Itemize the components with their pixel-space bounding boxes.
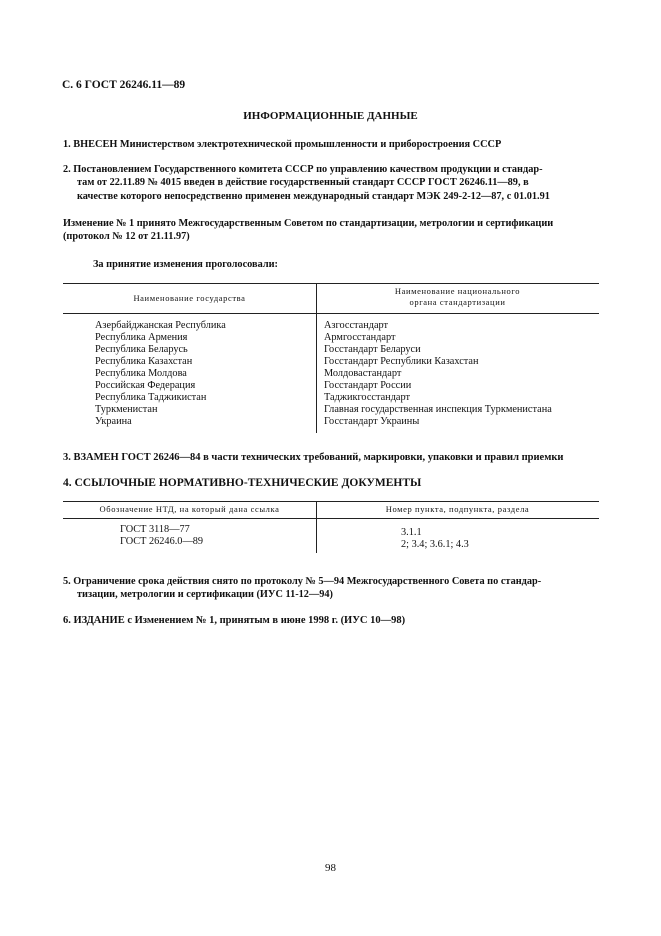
page-header: С. 6 ГОСТ 26246.11—89 — [62, 79, 186, 91]
ref-table-header-clause: Номер пункта, подпункта, раздела — [385, 504, 530, 514]
table-cell-state: Азербайджанская Республика — [95, 320, 226, 331]
ref-table-header-doc: Обозначение НТД, на который дана ссылка — [99, 504, 280, 514]
ref-table-top-rule — [63, 501, 599, 502]
table-cell-state: Украина — [95, 416, 132, 427]
table-cell-state: Республика Беларусь — [95, 344, 188, 355]
table-cell-state: Российская Федерация — [95, 380, 196, 391]
ref-table-cell-doc: ГОСТ 26246.0—89 — [120, 536, 204, 547]
table-cell-body: Госстандарт Украины — [324, 416, 420, 427]
table-cell-state: Республика Таджикистан — [95, 392, 207, 403]
table-cell-body: Молдовастандарт — [324, 368, 402, 379]
page-number: 98 — [325, 862, 336, 874]
table-header-body-line-1: Наименование национального — [394, 286, 521, 296]
table-cell-body: Госстандарт Республики Казахстан — [324, 356, 479, 367]
table-cell-state: Республика Армения — [95, 332, 188, 343]
change-note — [63, 217, 553, 244]
ref-table-header-rule — [63, 518, 599, 519]
ref-table-cell-doc: ГОСТ 3118—77 — [120, 524, 190, 535]
paragraph-2-line-3: качестве которого непосредственно применен международный стандарт МЭК 249-2-12—87, с 01.01.91 — [77, 190, 550, 202]
section-title: ИНФОРМАЦИОННЫЕ ДАННЫЕ — [243, 110, 418, 122]
paragraph-3: 3. ВЗАМЕН ГОСТ 26246—84 в части технических требований, маркировки, упаковки и правил приемки — [63, 452, 564, 463]
table-cell-body: Главная государственная инспекция Туркменистана — [324, 404, 552, 415]
table-header-body-line-2: органа стандартизации — [409, 297, 506, 307]
table-cell-state: Республика Казахстан — [95, 356, 193, 367]
table-cell-body: Госстандарт России — [324, 380, 412, 391]
table-header-body — [316, 286, 599, 308]
change-note-line-1: Изменение № 1 принято Межгосударственным Советом по стандартизации, метрологии и сертификации — [63, 218, 554, 229]
ref-table-cell-clause: 3.1.1 — [401, 527, 422, 538]
ref-table-cell-clause: 2; 3.4; 3.6.1; 4.3 — [401, 539, 469, 550]
paragraph-2-line-2: там от 22.11.89 № 4015 введен в действие государственный стандарт СССР ГОСТ 26246.11—89, в — [77, 177, 529, 189]
table-cell-body: Азгосстандарт — [324, 320, 389, 331]
paragraph-6: 6. ИЗДАНИЕ с Изменением № 1, принятым в июне 1998 г. (ИУС 10—98) — [63, 615, 406, 626]
table-cell-body: Госстандарт Беларуси — [324, 344, 421, 355]
paragraph-1: 1. ВНЕСЕН Министерством электротехнической промышленности и приборостроения СССР — [63, 139, 502, 150]
paragraph-2 — [63, 163, 550, 203]
table-cell-body: Таджикгосстандарт — [324, 392, 411, 403]
table-cell-state: Туркменистан — [95, 404, 158, 415]
table-top-rule — [63, 283, 599, 284]
paragraph-5-line-1: 5. Ограничение срока действия снято по протоколу № 5—94 Межгосударственного Совета по стандар- — [63, 576, 542, 587]
table-header-rule — [63, 313, 599, 314]
table-header-state: Наименование государства — [133, 293, 246, 303]
paragraph-5-line-2: тизации, метрологии и сертификации (ИУС 11-12—94) — [77, 589, 333, 601]
change-note-line-2: (протокол № 12 от 21.11.97) — [63, 231, 190, 243]
paragraph-5 — [63, 575, 541, 602]
table-cell-state: Республика Молдова — [95, 368, 187, 379]
paragraph-2-line-1: 2. Постановлением Государственного комитета СССР по управлению качеством продукции и стандар- — [63, 164, 543, 175]
voted-label: За принятие изменения проголосовали: — [93, 259, 278, 270]
table-cell-body: Армгосстандарт — [324, 332, 396, 343]
paragraph-4: 4. ССЫЛОЧНЫЕ НОРМАТИВНО-ТЕХНИЧЕСКИЕ ДОКУМЕНТЫ — [63, 477, 422, 489]
